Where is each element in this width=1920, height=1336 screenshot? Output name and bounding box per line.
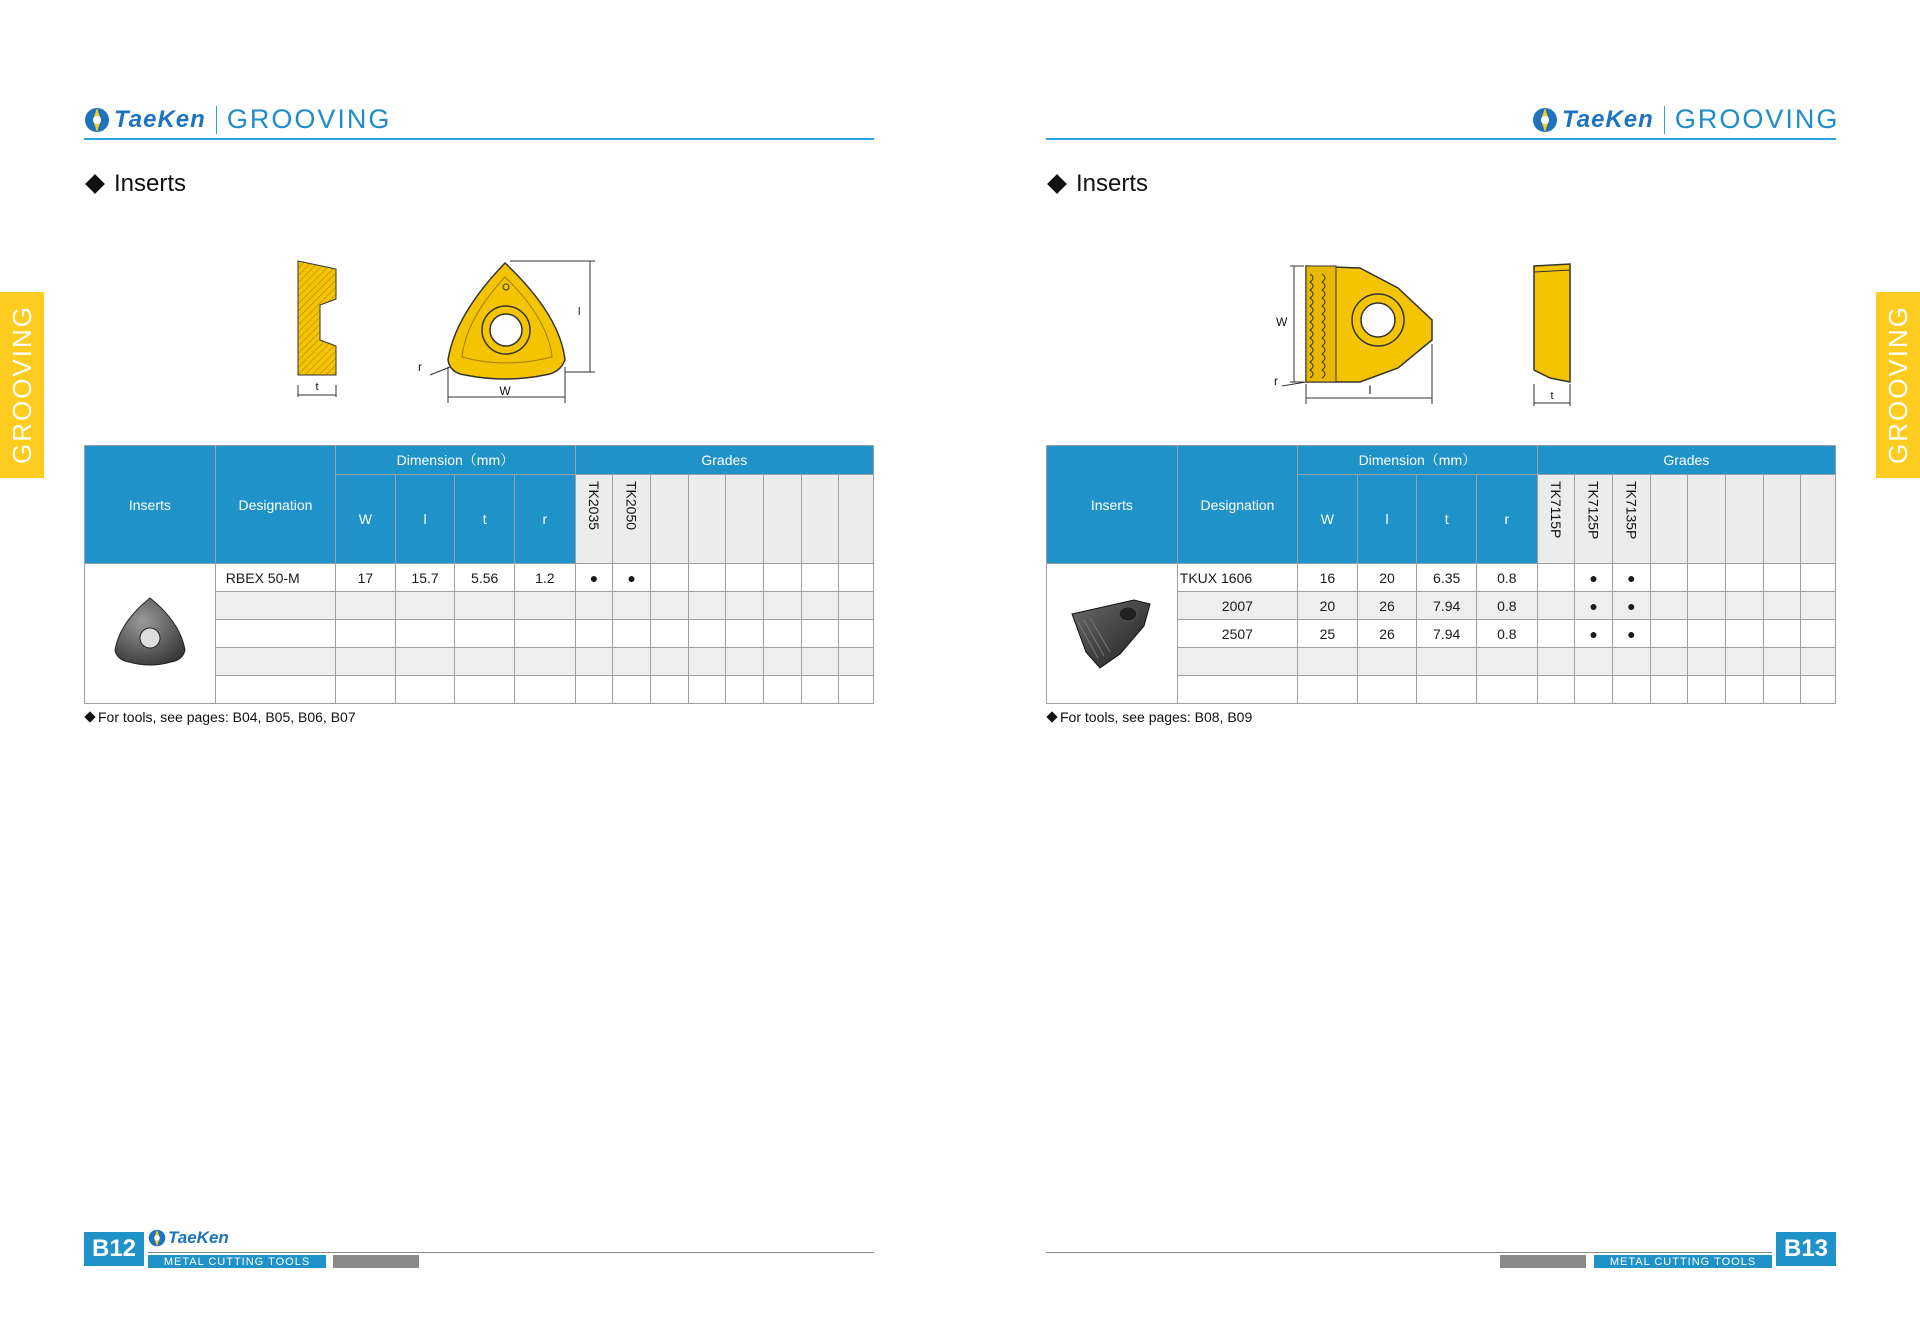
dim-col-t: t <box>1417 475 1477 564</box>
footer-rule <box>1046 1252 1772 1253</box>
left-tools-note <box>84 709 356 725</box>
w-cell: 17 <box>336 564 396 592</box>
footer-grey-bar <box>333 1255 419 1268</box>
grade-mark <box>1537 564 1575 592</box>
teaken-logo-icon <box>148 1229 166 1247</box>
tkux-insert-photo <box>1064 592 1160 672</box>
dim-label-w: W <box>499 384 511 398</box>
w-cell: 16 <box>1298 564 1358 592</box>
t-cell: 7.94 <box>1417 620 1477 648</box>
dim-label-r: r <box>1274 374 1278 388</box>
right-section-heading <box>1046 170 1148 198</box>
section-title: GROOVING <box>1674 104 1840 134</box>
dim-label-w: W <box>1276 315 1288 329</box>
grade-mark: ● <box>1575 592 1613 620</box>
col-inserts: Inserts <box>1047 446 1178 564</box>
r-cell: 1.2 <box>514 564 575 592</box>
designation-cell: TKUX 1606 <box>1177 564 1297 592</box>
left-inserts-table <box>84 445 874 704</box>
dim-label-t: t <box>1550 390 1554 402</box>
right-side-tab <box>1876 292 1920 478</box>
r-cell: 0.8 <box>1476 620 1537 648</box>
designation-cell: 2007 <box>1177 592 1297 620</box>
brand-name: TaeKen <box>114 105 206 133</box>
rbex-side-view-drawing <box>290 255 350 405</box>
side-tab-label: GROOVING <box>1882 305 1913 465</box>
l-cell: 20 <box>1357 564 1417 592</box>
dim-col-r: r <box>514 475 575 564</box>
r-cell: 0.8 <box>1476 564 1537 592</box>
section-title: GROOVING <box>226 104 392 134</box>
teaken-logo-icon <box>1532 107 1558 133</box>
t-cell: 5.56 <box>455 564 515 592</box>
dim-col-t: t <box>455 475 515 564</box>
tools-reference-text: For tools, see pages: B08, B09 <box>1060 709 1253 725</box>
grade-mark <box>1537 592 1575 620</box>
dim-label-l: l <box>578 306 581 318</box>
left-header-rule <box>84 138 874 140</box>
brand-divider <box>216 106 217 134</box>
left-brand-header <box>84 104 391 135</box>
table-row <box>1047 564 1836 592</box>
dim-col-l: l <box>1357 475 1417 564</box>
insert-photo-cell <box>1047 564 1178 704</box>
dim-col-r: r <box>1476 475 1537 564</box>
col-inserts: Inserts <box>85 446 216 564</box>
diamond-bullet-icon <box>1047 174 1067 194</box>
footer-rule <box>148 1252 874 1253</box>
footer-tag: METAL CUTTING TOOLS <box>1594 1255 1772 1268</box>
w-cell: 25 <box>1298 620 1358 648</box>
l-cell: 15.7 <box>395 564 455 592</box>
brand-divider <box>1664 106 1665 134</box>
grade-mark <box>1537 620 1575 648</box>
dim-label-l: l <box>1368 383 1372 397</box>
tkux-side-view-drawing <box>1522 258 1582 410</box>
right-header-rule <box>1046 138 1836 140</box>
diamond-bullet-icon <box>84 711 95 722</box>
col-dimension: Dimension（mm） <box>336 446 576 475</box>
diamond-bullet-icon <box>85 174 105 194</box>
insert-photo-cell <box>85 564 216 704</box>
footer-tag: METAL CUTTING TOOLS <box>148 1255 326 1268</box>
grade-mark: ● <box>575 564 613 592</box>
right-brand-header <box>1532 104 1839 135</box>
grade-col-2: TK7125P <box>1575 475 1613 564</box>
right-tools-note <box>1046 709 1252 725</box>
designation-cell: 2507 <box>1177 620 1297 648</box>
footer-brand-name: TaeKen <box>168 1228 229 1247</box>
grade-mark: ● <box>1575 620 1613 648</box>
inserts-heading: Inserts <box>114 170 187 197</box>
col-designation: Designation <box>1177 446 1297 564</box>
grade-mark: ● <box>1612 564 1650 592</box>
dim-col-w: W <box>336 475 396 564</box>
grade-mark: ● <box>1612 620 1650 648</box>
grade-col-1: TK7115P <box>1537 475 1575 564</box>
page-number-badge: B13 <box>1776 1232 1836 1266</box>
left-side-tab <box>0 292 44 478</box>
table-row <box>85 564 874 592</box>
grade-col-3: TK7135P <box>1612 475 1650 564</box>
t-cell: 6.35 <box>1417 564 1477 592</box>
col-dimension: Dimension（mm） <box>1298 446 1538 475</box>
footer-grey-bar <box>1500 1255 1586 1268</box>
tools-reference-text: For tools, see pages: B04, B05, B06, B07 <box>98 709 356 725</box>
rbex-top-view-drawing <box>410 255 605 405</box>
l-cell: 26 <box>1357 592 1417 620</box>
page-number-badge: B12 <box>84 1232 144 1266</box>
l-cell: 26 <box>1357 620 1417 648</box>
dim-col-l: l <box>395 475 455 564</box>
teaken-logo-icon <box>84 107 110 133</box>
grade-mark: ● <box>1612 592 1650 620</box>
right-inserts-table <box>1046 445 1836 704</box>
dim-label-t: t <box>315 381 319 393</box>
dim-label-r: r <box>418 360 422 374</box>
t-cell: 7.94 <box>1417 592 1477 620</box>
col-designation: Designation <box>215 446 335 564</box>
col-grades: Grades <box>575 446 873 475</box>
grade-col-2: TK2050 <box>613 475 651 564</box>
grade-mark: ● <box>1575 564 1613 592</box>
dim-col-w: W <box>1298 475 1358 564</box>
tkux-top-view-drawing <box>1270 258 1440 408</box>
col-grades: Grades <box>1537 446 1835 475</box>
designation-cell: RBEX 50-M <box>215 564 335 592</box>
w-cell: 20 <box>1298 592 1358 620</box>
brand-name: TaeKen <box>1562 105 1654 133</box>
footer-brand <box>148 1228 229 1248</box>
grade-col-1: TK2035 <box>575 475 613 564</box>
diamond-bullet-icon <box>1046 711 1057 722</box>
r-cell: 0.8 <box>1476 592 1537 620</box>
rbex-insert-photo <box>105 592 195 672</box>
left-section-heading <box>84 170 186 198</box>
inserts-heading: Inserts <box>1076 170 1149 197</box>
side-tab-label: GROOVING <box>6 305 37 465</box>
grade-mark: ● <box>613 564 651 592</box>
